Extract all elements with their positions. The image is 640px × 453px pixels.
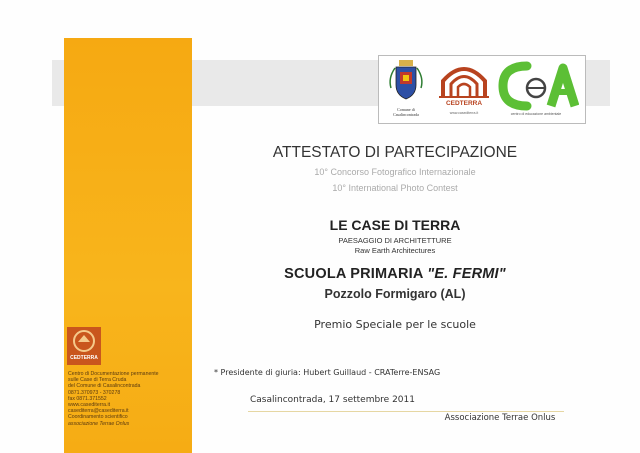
school-prefix: SCUOLA PRIMARIA [284,266,428,282]
comune-caption-line-2: Casalincontrada [393,112,419,117]
sidebar-line: del Comune di Casalincontrada [68,383,141,390]
sidebar-fax: fax 0871.371552 [68,395,107,402]
cra-caption: centro di educazione ambientale [510,112,562,116]
sidebar-website: www.casediterra.it [68,402,111,409]
theme-subtitle-english: Raw Earth Architectures [354,246,436,255]
contest-italian: 10° Concorso Fotografico Internazionale [314,167,476,177]
theme-title: LE CASE DI TERRA [329,217,461,233]
sidebar-logo-roof-icon [78,335,90,342]
school-name-italic: "E. FERMI" [427,266,506,282]
place-date: Casalincontrada, 17 settembre 2011 [250,395,415,405]
sidebar-line: Coordinamento scientifico [68,414,128,421]
coat-of-arms-icon [383,58,429,106]
cedterra-logo [435,59,493,119]
certificate-title: ATTESTATO DI PARTECIPAZIONE [272,144,518,161]
sidebar-cedterra-logo [67,327,101,365]
sidebar-logo-name: CEDTERRA [70,355,98,361]
signature-line [248,411,564,412]
jury-president: * Presidente di giuria: Hubert Guillaud - CRATerre-ENSAG [214,368,441,377]
school-name [240,266,550,282]
sidebar-email: casediterra@casediterra.it [68,408,129,415]
cra-leaf-icon [493,60,579,112]
sidebar-line: associazione Terrae Onlus [68,420,130,427]
association-signature: Associazione Terrae Onlus [444,413,556,423]
comune-logo [383,58,429,120]
sidebar-phone: 0871.370973 - 370278 [68,389,121,396]
sidebar-contact-info [68,371,194,427]
contest-english: 10° International Photo Contest [332,183,458,193]
cedterra-logo-url: www.casediterra.it [449,111,479,115]
sidebar-line: sulle Case di Terra Cruda [68,377,127,384]
cedterra-arch-icon [435,59,493,101]
theme-subtitle-italian: PAESAGGIO DI ARCHITETTURE [338,236,452,245]
school-town: Pozzolo Formigaro (AL) [324,287,466,301]
prize-text: Premio Speciale per le scuole [314,318,476,331]
cedterra-logo-name: CEDTERRA [445,100,483,107]
sidebar-line: Centro di Documentazione permanente [68,371,159,377]
comune-caption-line-1: Comune di [397,107,415,112]
cra-logo [493,60,579,120]
